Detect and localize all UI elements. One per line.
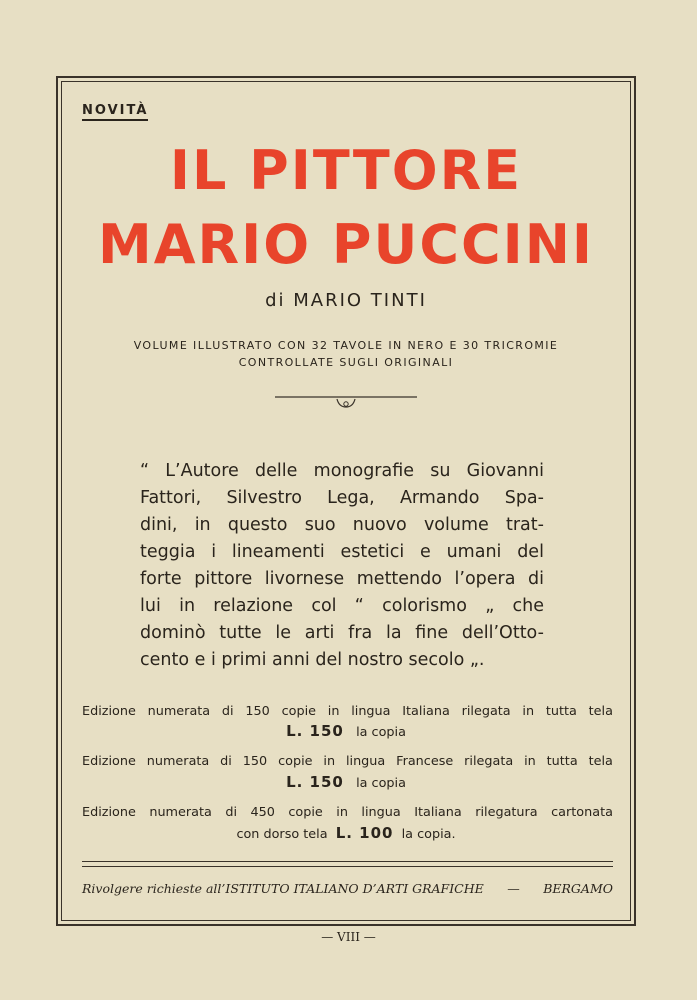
quote-line: Fattori, Silvestro Lega, Armando Spa- [140,488,544,508]
edition-3-text: Edizione numerata di 450 copie in lingua Italiana rilegatura cartonata [82,805,613,820]
edition-1-price-line [61,722,631,740]
footer-dash: — [507,881,520,896]
edition-3-price-suffix: la copia. [401,827,456,842]
footer-rule-bottom [82,866,613,867]
quote-line: dominò tutte le arti fra la fine dell’Otto- [140,623,544,643]
footer-city: BERGAMO [543,881,613,896]
ornament-divider-icon [275,393,417,413]
footer [82,881,613,896]
subtitle-line-1: VOLUME ILLUSTRATO CON 32 TAVOLE IN NERO E 30 TRICROMIE [133,339,559,352]
novita-label: NOVITÀ [82,103,148,121]
edition-2-price-line [61,773,631,791]
title-line-2: MARIO PUCCINI [98,213,594,276]
quote-line: “ L’Autore delle monografie su Giovanni [140,461,544,481]
page-number: — VIII — [321,930,376,944]
edition-2-text: Edizione numerata di 150 copie in lingua Francese rilegata in tutta tela [82,754,613,769]
subtitle-line-2: CONTROLLATE SUGLI ORIGINALI [238,356,454,369]
quote-line: cento e i primi anni del nostro secolo „. [140,650,485,670]
edition-3-price: L. 100 [335,824,394,842]
title-line-1: IL PITTORE [169,139,523,202]
quote-line: dini, in questo suo nuovo volume trat- [140,515,544,535]
edition-1-price: L. 150 [286,722,344,740]
footer-address: Rivolgere richieste all’ISTITUTO ITALIANO D’ARTI GRAFICHE [82,881,484,896]
quote-line: forte pittore livornese mettendo l’opera di [140,569,544,589]
edition-3-price-line [61,824,631,842]
edition-2-price: L. 150 [286,773,344,791]
author-line: di MARIO TINTI [265,290,427,311]
edition-1-text: Edizione numerata di 150 copie in lingua Italiana rilegata in tutta tela [82,704,613,719]
footer-rule-top [82,861,613,862]
edition-2-price-suffix: la copia [356,776,406,791]
edition-1-price-suffix: la copia [356,725,406,740]
quote-block [140,458,544,674]
quote-line: lui in relazione col “ colorismo „ che [140,596,544,616]
edition-3-price-prefix: con dorso tela [236,827,328,842]
quote-line: teggia i lineamenti estetici e umani del [140,542,544,562]
